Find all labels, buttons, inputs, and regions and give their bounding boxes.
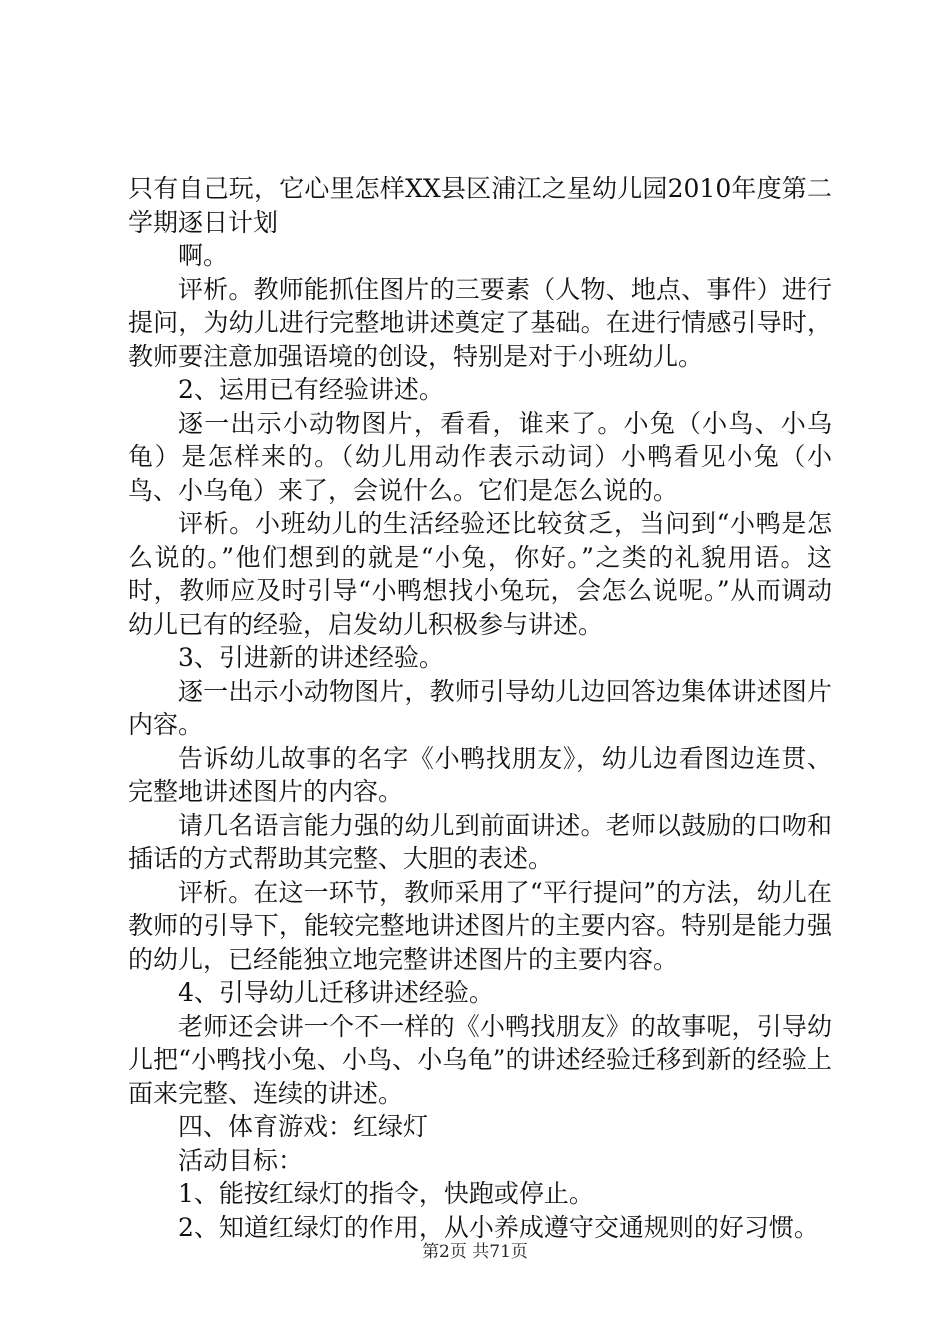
paragraph: 逐一出示小动物图片，教师引导幼儿边回答边集体讲述图片内容。 xyxy=(128,676,832,739)
paragraph: 告诉幼儿故事的名字《小鸭找朋友》，幼儿边看图边连贯、完整地讲述图片的内容。 xyxy=(128,743,832,806)
section-heading: 3、引进新的讲述经验。 xyxy=(178,643,444,672)
page-number-footer: 第2页 共71页 xyxy=(422,1242,528,1262)
section-heading: 4、引导幼儿迁移讲述经验。 xyxy=(178,978,494,1007)
paragraph: 逐一出示小动物图片，看看，谁来了。小兔（小鸟、小乌龟）是怎样来的。（幼儿用动作表示动词）小鸭看见小兔（小鸟、小乌龟）来了，会说什么。它们是怎么说的。 xyxy=(128,408,832,505)
paragraph: 啊。 xyxy=(178,241,229,270)
list-item: 1、能按红绿灯的指令，快跑或停止。 xyxy=(178,1179,594,1208)
subheading: 活动目标： xyxy=(178,1145,304,1175)
paragraph: 评析。教师能抓住图片的三要素（人物、地点、事件）进行提问，为幼儿进行完整地讲述奠定了基础。在进行情感引导时，教师要注意加强语境的创设，特别是对于小班幼儿。 xyxy=(128,274,832,371)
paragraph: 老师还会讲一个不一样的《小鸭找朋友》的故事呢，引导幼儿把“小鸭找小兔、小鸟、小乌龟”的讲述经验迁移到新的经验上面来完整、连续的讲述。 xyxy=(128,1011,832,1108)
section-heading: 四、体育游戏：红绿灯 xyxy=(178,1112,429,1141)
paragraph: 请几名语言能力强的幼儿到前面讲述。老师以鼓励的口吻和插话的方式帮助其完整、大胆的表述。 xyxy=(128,810,832,873)
list-item: 2、知道红绿灯的作用，从小养成遵守交通规则的好习惯。 xyxy=(178,1212,819,1242)
paragraph-continuation: 只有自己玩，它心里怎样XX县区浦江之星幼儿园2010年度第二学期逐日计划 xyxy=(128,174,832,237)
document-body xyxy=(128,172,832,1244)
section-heading: 2、运用已有经验讲述。 xyxy=(178,375,444,404)
paragraph: 评析。小班幼儿的生活经验还比较贫乏，当问到“小鸭是怎么说的。”他们想到的就是“小兔，你好。”之类的礼貌用语。这时，教师应及时引导“小鸭想找小兔玩，会怎么说呢。”从而调动幼儿已有的经验，启发幼儿积极参与讲述。 xyxy=(128,509,832,639)
paragraph: 评析。在这一环节，教师采用了“平行提问”的方法，幼儿在教师的引导下，能较完整地讲述图片的主要内容。特别是能力强的幼儿，已经能独立地完整讲述图片的主要内容。 xyxy=(128,877,832,974)
